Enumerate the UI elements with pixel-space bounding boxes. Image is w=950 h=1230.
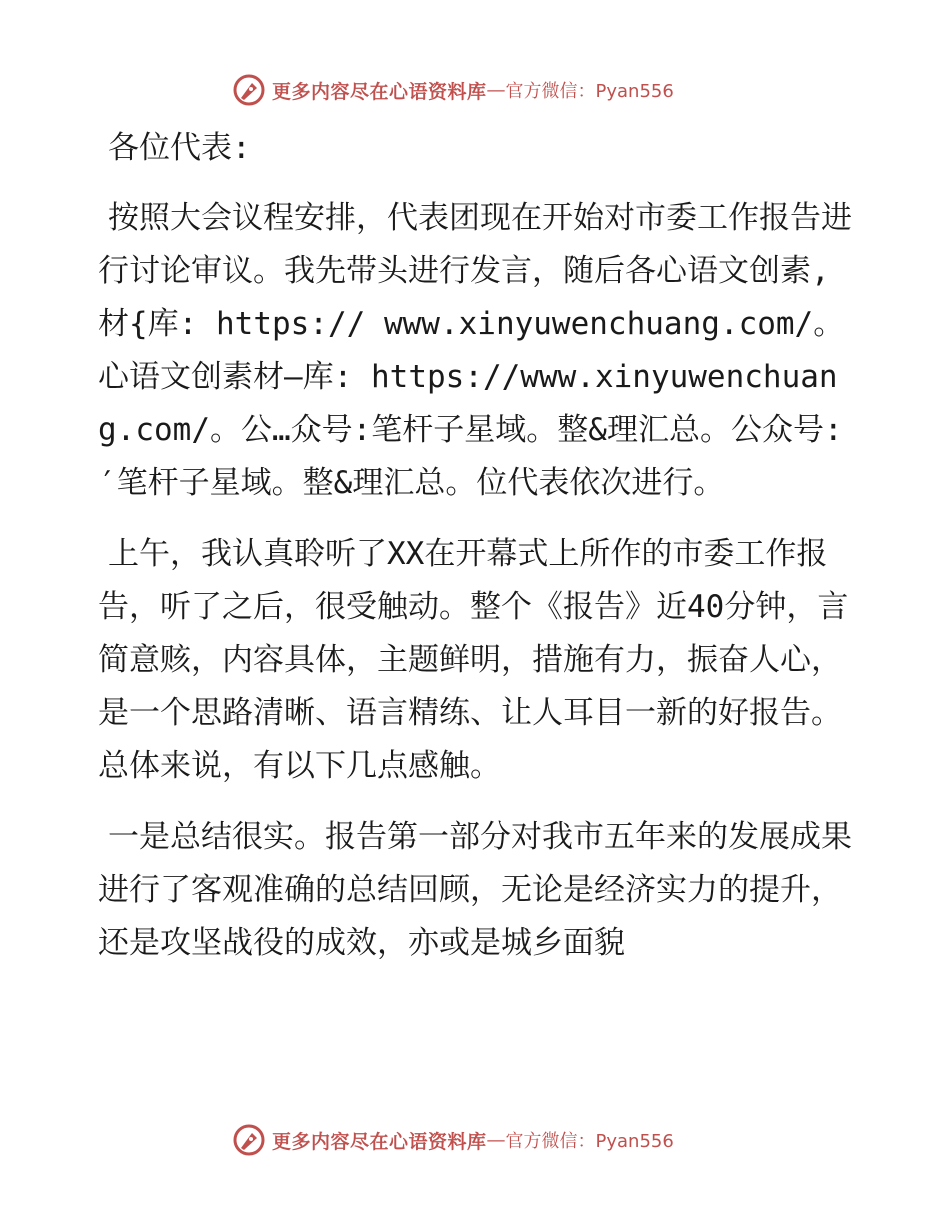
paragraph: 上午，我认真聆听了XX在开幕式上所作的市委工作报告，听了之后，很受触动。整个《报告》近40分钟，言简意赅，内容具体，主题鲜明，措施有力，振奋人心，是一个思路清晰、语言精练、让人耳目一新的好报告。总体来说，有以下几点感触。 bbox=[98, 536, 849, 784]
banner-text: 更多内容尽在心语资料库 bbox=[272, 80, 487, 103]
banner-dash: — bbox=[486, 79, 506, 101]
header-banner bbox=[232, 72, 752, 108]
pen-nib-circle-icon bbox=[232, 1123, 266, 1157]
banner-wechat: 官方微信：Pyan556 bbox=[505, 1131, 674, 1152]
paragraph: 按照大会议程安排，代表团现在开始对市委工作报告进行讨论审议。我先带头进行发言，随后各心语文创素,材{库: https:// www.xinyuwenchuang.com/。心语文创素材—库: https://www.xinyuwenchuang.com/。公…众号:笔杆子星域。整&理汇总。公众号:′笔杆子星域。整&理汇总。位代表依次进行。 bbox=[98, 200, 852, 501]
greeting: 各位代表: bbox=[108, 130, 251, 166]
banner-dash: — bbox=[486, 1129, 506, 1151]
banner-wechat: 官方微信：Pyan556 bbox=[505, 81, 674, 102]
banner-text: 更多内容尽在心语资料库 bbox=[272, 1130, 487, 1153]
footer-banner bbox=[232, 1122, 752, 1158]
document-body bbox=[98, 122, 858, 988]
paragraph: 一是总结很实。报告第一部分对我市五年来的发展成果进行了客观准确的总结回顾，无论是经济实力的提升，还是攻坚战役的成效，亦或是城乡面貌 bbox=[98, 819, 852, 961]
pen-nib-circle-icon bbox=[232, 73, 266, 107]
